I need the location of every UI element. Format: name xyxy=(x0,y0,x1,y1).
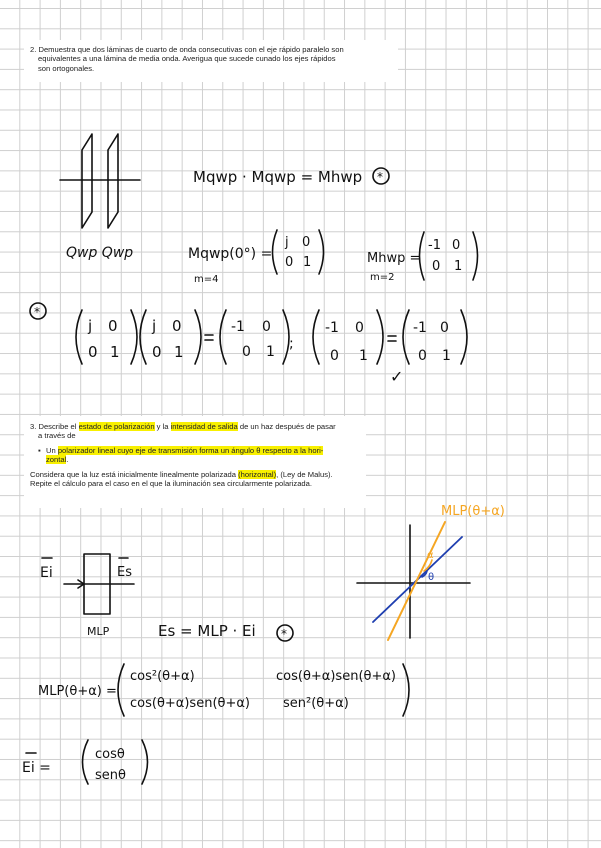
mat-d-12: 0 xyxy=(355,320,364,336)
mat-c-11: -1 xyxy=(231,319,245,335)
star-mark-3: * xyxy=(281,627,287,641)
p3-highlight-zontal: zontal xyxy=(46,455,67,465)
qwp-label: Mqwp(0°) = xyxy=(188,246,273,262)
problem-2-line-3: son ortogonales. xyxy=(38,63,95,73)
mat-b-12: 0 xyxy=(172,317,182,335)
mat-c-21: 0 xyxy=(242,344,251,360)
mat-d-11: -1 xyxy=(325,320,339,336)
problem-3-number: 3. xyxy=(30,422,37,431)
p3-highlight-intensity: intensidad de salida xyxy=(170,422,238,431)
p3-l1-post: de un haz después de pasar xyxy=(237,422,336,431)
mat-e-21: 0 xyxy=(418,348,427,364)
mat-qwp-22: 1 xyxy=(303,255,312,270)
semicolon: ; xyxy=(289,336,294,352)
mat-e-12: 0 xyxy=(440,320,449,336)
mat-a-21: 0 xyxy=(88,343,98,361)
p3-bullet-post: . xyxy=(66,455,69,465)
problem-2-line-2: equivalentes a una lámina de media onda. Averigua que sucede cunado los ejes rápidos xyxy=(38,54,336,64)
mat-b-21: 0 xyxy=(152,343,162,361)
mat-a-22: 1 xyxy=(110,343,120,361)
mat-a-11: j xyxy=(88,317,93,335)
p3-l1-pre: Describe el xyxy=(38,422,79,431)
problem-2-text-1: Demuestra que dos láminas de cuarto de onda consecutivas con el eje rápido paralelo son xyxy=(38,45,344,54)
orange-axis xyxy=(388,522,445,640)
problem-2-number: 2. xyxy=(30,45,37,54)
mat-qwp-11: j xyxy=(285,235,289,250)
axis-label: MLP(θ+α) xyxy=(441,504,505,519)
mat-hwp-11: -1 xyxy=(428,238,441,253)
ei-v1: cosθ xyxy=(95,747,125,762)
hwp-label: Mhwp = xyxy=(367,251,421,266)
mat-c-12: 0 xyxy=(262,319,271,335)
mlp-m11: cos²(θ+α) xyxy=(130,669,195,684)
p3-highlight-state: estado de polarización xyxy=(78,422,155,431)
mat-d-22: 1 xyxy=(359,348,368,364)
e-in-label: Ei xyxy=(40,565,53,581)
mat-d-21: 0 xyxy=(330,348,339,364)
mat-a-12: 0 xyxy=(108,317,118,335)
theta-label: θ xyxy=(428,572,435,583)
problem-3-line-2: a través de xyxy=(38,431,76,441)
mat-qwp-12: 0 xyxy=(302,235,311,250)
mat-e-22: 1 xyxy=(442,348,451,364)
mat-qwp-21: 0 xyxy=(285,255,294,270)
p3-highlight-polarizer: polarizador lineal cuyo eje de transmisión forma un ángulo θ respecto a la hori- xyxy=(57,445,324,455)
mat-hwp-21: 0 xyxy=(432,259,441,274)
star-mark-2: * xyxy=(34,305,40,319)
alpha-label: α xyxy=(427,550,434,561)
p3-highlight-horizontal: (horizontal) xyxy=(238,469,277,479)
ei-v2: senθ xyxy=(95,768,126,783)
plate-labels: Qwp Qwp xyxy=(66,245,134,261)
problem-3-line-4: Repite el cálculo para el caso en el que la iluminación sea circularmente polarizada. xyxy=(30,479,312,489)
eq-product: Mqwp · Mqwp = Mhwp xyxy=(193,168,363,186)
checkmark: ✓ xyxy=(390,367,404,386)
mat-b-11: j xyxy=(152,317,157,335)
mlp-m12: cos(θ+α)sen(θ+α) xyxy=(276,669,397,684)
qwp-m: m=4 xyxy=(194,274,219,285)
waveplates-sketch xyxy=(60,134,140,228)
eq-es: Es = MLP · Ei xyxy=(158,622,256,640)
mlp-label: MLP xyxy=(87,625,110,638)
hwp-m: m=2 xyxy=(370,272,395,283)
p3-l3-post: , (Ley de Malus). xyxy=(276,469,333,479)
p3-l1-mid: y la xyxy=(154,422,171,431)
star-mark-1: * xyxy=(377,170,383,184)
ei-def: Ei = xyxy=(22,760,51,776)
mat-hwp-22: 1 xyxy=(454,259,463,274)
mat-b-22: 1 xyxy=(174,343,184,361)
mat-hwp-12: 0 xyxy=(452,238,461,253)
mat-c-22: 1 xyxy=(266,344,275,360)
mlp-def: MLP(θ+α) = xyxy=(38,684,117,699)
mlp-m21: cos(θ+α)sen(θ+α) xyxy=(130,696,251,711)
mlp-m22: sen²(θ+α) xyxy=(283,696,349,711)
p3-l3-pre: Considera que la luz está inicialmente linealmente polarizada xyxy=(30,469,239,479)
e-out-label: Es xyxy=(117,565,132,580)
mat-e-11: -1 xyxy=(413,320,427,336)
p3-bullet-pre: Un xyxy=(46,445,58,455)
